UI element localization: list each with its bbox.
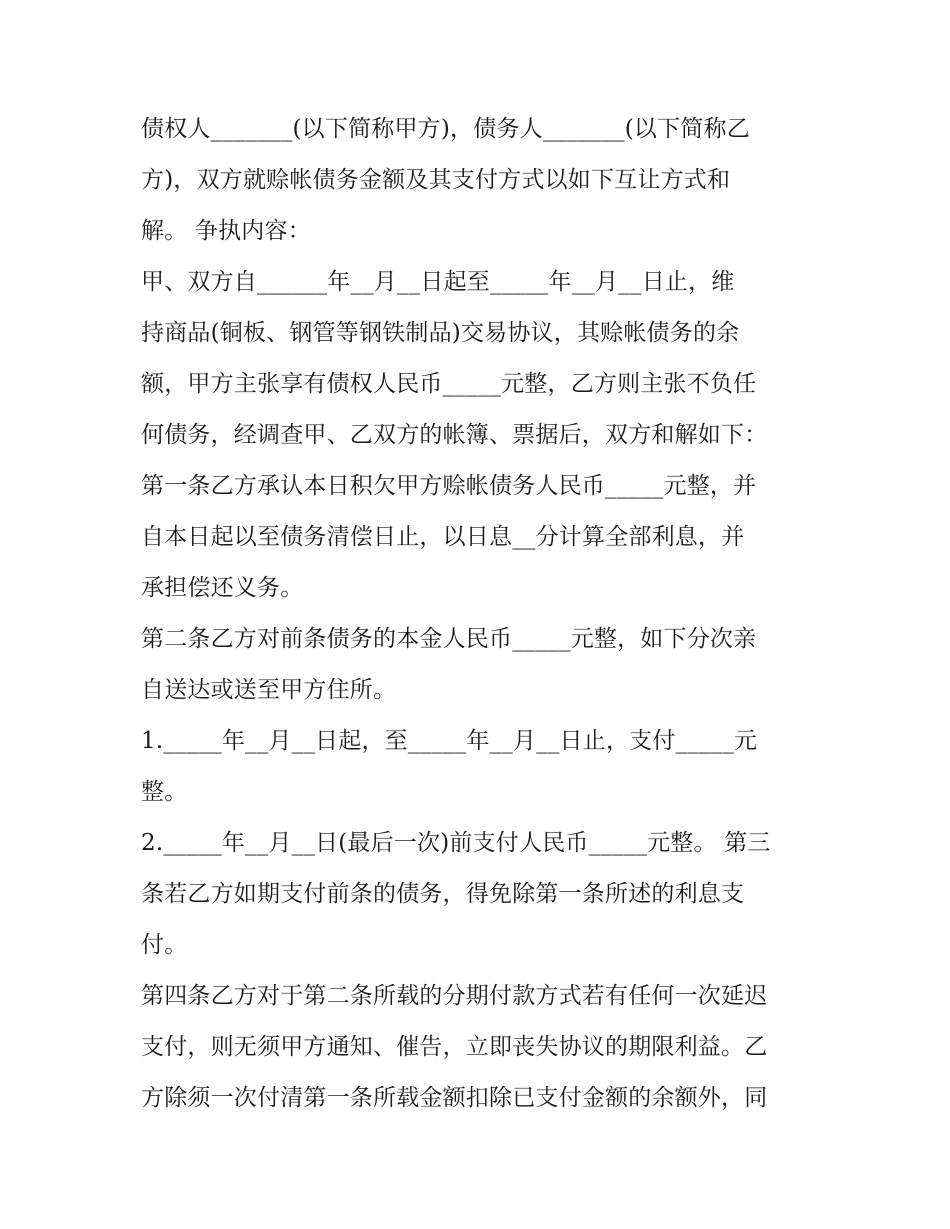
- text-line: 条若乙方如期支付前条的债务，得免除第一条所述的利息支: [141, 881, 745, 907]
- text-line: 支付，则无须甲方通知、催告，立即丧失协议的期限利益。乙: [141, 1034, 768, 1060]
- text-line: 解。 争执内容：: [141, 218, 311, 244]
- text-line: 自送达或送至甲方住所。: [141, 677, 397, 703]
- text-line: 甲、双方自______年__月__日起至_____年__月__日止，维: [141, 269, 735, 295]
- document-body: [141, 104, 821, 1124]
- text-line: 方)，双方就赊帐债务金额及其支付方式以如下互让方式和: [141, 167, 731, 193]
- text-line: 1._____年__月__日起，至_____年__月__日止，支付_____元: [141, 728, 758, 754]
- text-line: 承担偿还义务。: [141, 575, 304, 601]
- text-line: 额，甲方主张享有债权人民币_____元整，乙方则主张不负任: [141, 371, 757, 397]
- text-line: 付。: [141, 932, 188, 958]
- text-line: 方除须一次付清第一条所载金额扣除已支付金额的余额外，同: [141, 1085, 768, 1111]
- text-line: 第四条乙方对于第二条所载的分期付款方式若有任何一次延迟: [141, 983, 768, 1009]
- text-line: 2._____年__月__日(最后一次)前支付人民币_____元整。 第三: [141, 830, 771, 856]
- text-line: 第一条乙方承认本日积欠甲方赊帐债务人民币_____元整，并: [141, 473, 757, 499]
- text-line: 整。: [141, 779, 188, 805]
- text-line: 债权人_______(以下简称甲方)，债务人_______(以下简称乙: [141, 116, 750, 142]
- text-line: 何债务，经调查甲、乙双方的帐簿、票据后，双方和解如下：: [141, 422, 768, 448]
- text-line: 第二条乙方对前条债务的本金人民币_____元整，如下分次亲: [141, 626, 757, 652]
- text-line: 持商品(铜板、钢管等钢铁制品)交易协议，其赊帐债务的余: [141, 320, 740, 346]
- text-line: 自本日起以至债务清偿日止，以日息__分计算全部利息，并: [141, 524, 745, 550]
